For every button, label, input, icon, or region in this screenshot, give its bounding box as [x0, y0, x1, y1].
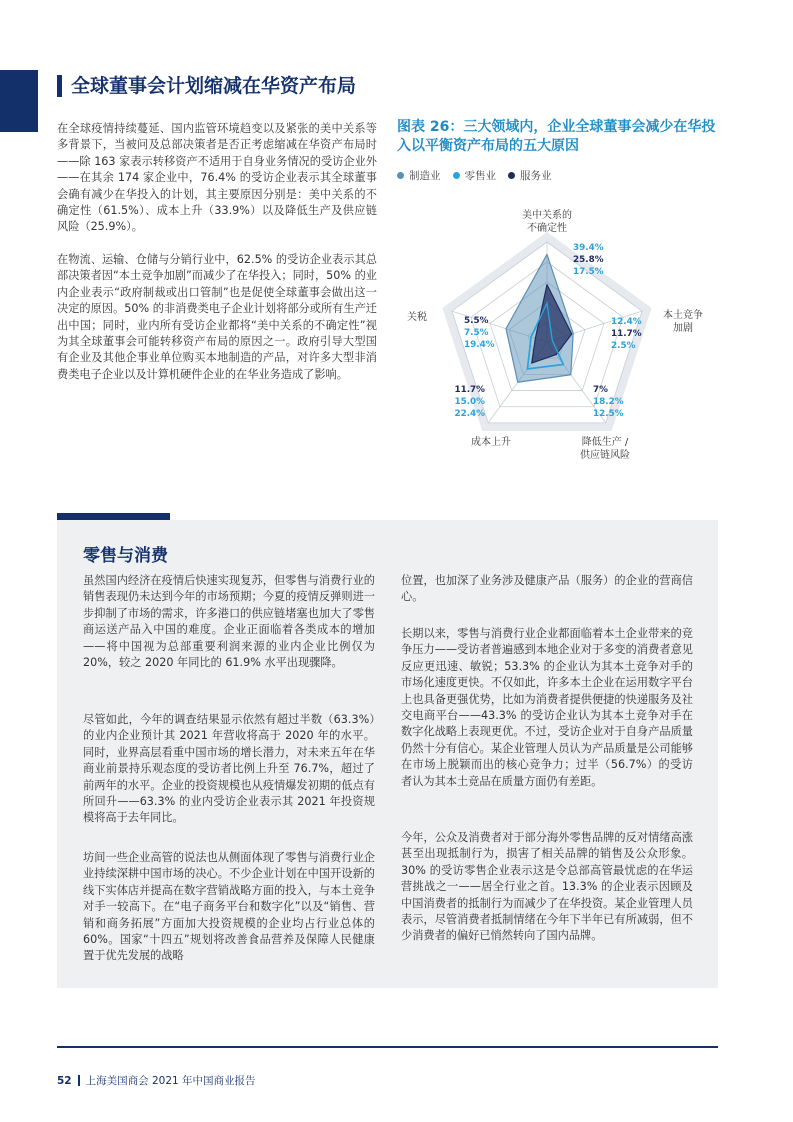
section-title: 全球董事会计划缩减在华资产布局 [71, 75, 357, 97]
title-accent-bar [57, 75, 62, 97]
legend-item-services [508, 168, 552, 183]
legend-label: 制造业 [409, 170, 441, 182]
radar-value-label: 25.8% [573, 255, 604, 265]
intro-paragraph: 在全球疫情持续蔓延、国内监管环境趋变以及紧张的美中关系等多背景下，当被问及总部决策者是否正考虑缩减在华资产布局时——除 163 家表示转移资产不适用于自身业务情况的受访企业外——在其余 174 家企业中，76.4% 的受访企业表示其全球董事会确有减少在华投入的计划，其主要原因分别是：美中关系的不确定性（61.5%）、成本上升（33.9%）以及降低生产及供应链风险（25.9%）。 [57, 122, 377, 234]
retail-right-paragraph-2: 长期以来，零售与消费行业企业都面临着本土企业带来的竞争压力——受访者普遍感到本地企业对于多变的消费者意见反应更迅速、敏锐；53.3% 的企业认为其本土竞争对手的市场化速度更快。不仅如此，许多本土企业在运用数字平台上也具备更强优势，比如为消费者提供便捷的快递服务及社交电商平台——43.3% 的受访企业认为其本土竞争对手在数字化战略上表现更优。不过，受访企业对于自身产品质量仍然十分有信心。某企业管理人员认为产品质量是公司能够在市场上脱颖而出的核心竞争力；过半（56.7%）的受访者认为其本土竞品在质量方面仍有差距。 [401, 627, 693, 788]
page-number: 52 [57, 1074, 72, 1087]
legend-dot-icon [453, 172, 460, 179]
radar-axis-label: 降低生产 / [581, 437, 629, 448]
radar-axis-label: 关税 [407, 312, 427, 323]
retail-left-paragraph-3: 坊间一些企业高管的说法也从侧面体现了零售与消费行业企业持续深耕中国市场的决心。不少企业计划在中国开设新的线下实体店并提高在数字营销战略方面的投入，与本土竞争对手一较高下。在“电子商务平台和数字化”以及“销售、营销和商务拓展”方面加大投资规模的企业均占行业总体的 60%。国家“十四五”规划将改善食品营养及保障人民健康置于优先发展的战略 [83, 851, 375, 963]
legend-dot-icon [397, 172, 404, 179]
page-footer [57, 1073, 256, 1088]
retail-right-paragraph-3: 今年，公众及消费者对于部分海外零售品牌的反对情绪高涨甚至出现抵制行为，损害了相关品牌的销售及公众形象。30% 的受访零售企业表示这是令总部高管最忧虑的在华运营挑战之一——居全行业之首。13.3% 的企业表示因顾及中国消费者的抵制行为而减少了在华投资。某企业管理人员表示，尽管消费者抵制情绪在今年下半年已有所减弱，但不少消费者的偏好已悄然转向了国内品牌。 [401, 831, 693, 943]
radar-value-label: 17.5% [573, 267, 604, 277]
radar-value-label: 12.5% [593, 409, 624, 419]
radar-axis-label: 供应链风险 [580, 450, 630, 461]
radar-value-label: 2.5% [611, 341, 636, 351]
radar-value-label: 7% [593, 385, 608, 395]
radar-value-label: 11.7% [611, 329, 642, 339]
retail-section-bar [57, 513, 170, 520]
legend-label: 零售业 [464, 170, 496, 182]
edge-tab [0, 70, 38, 132]
retail-left-paragraph-1: 虽然国内经济在疫情后快速实现复苏，但零售与消费行业的销售表现仍未达到今年的市场预期；今夏的疫情反弹则进一步抑制了市场的需求，许多港口的供应链堵塞也加大了零售商运送产品入中国的难度。企业正面临着各类成本的增加——将中国视为总部重要利润来源的业内企业比例仅为 20%，较之 2020 年同比的 61.9% 水平出现骤降。 [83, 574, 375, 670]
legend-label: 服务业 [520, 170, 552, 182]
radar-axis-label: 美中关系的 [522, 210, 572, 221]
legend-item-manufacturing [397, 168, 441, 183]
radar-axis-label: 本土竞争 [663, 310, 703, 321]
figure-title: 图表 26：三大领域内，企业全球董事会减少在华投入以平衡资产布局的五大原因 [397, 119, 716, 154]
radar-value-label: 22.4% [454, 409, 485, 419]
retail-left-paragraph-2: 尽管如此，今年的调查结果显示依然有超过半数（63.3%）的业内企业预计其 2021 年营收将高于 2020 年的水平。同时，业界高层看重中国市场的增长潜力，对未来五年在华商业前景持乐观态度的受访者比例上升至 76.7%，超过了前两年的水平。企业的投资规模也从疫情爆发初期的低点有所回升——63.3% 的业内受访企业表示其 2021 年投资规模将高于去年同比。 [83, 713, 375, 825]
retail-right-paragraph-1: 位置，也加深了业务涉及健康产品（服务）的企业的营商信心。 [401, 574, 693, 604]
footer-rule [57, 1046, 718, 1048]
radar-value-label: 11.7% [454, 385, 485, 395]
radar-axis-label: 加剧 [673, 323, 693, 334]
radar-value-label: 15.0% [454, 397, 485, 407]
legend-item-retail [453, 168, 497, 183]
radar-chart [395, 200, 725, 470]
chart-legend [397, 168, 552, 183]
radar-axis-label: 成本上升 [471, 437, 511, 448]
radar-value-label: 5.5% [464, 316, 489, 326]
legend-dot-icon [508, 172, 515, 179]
radar-value-label: 19.4% [464, 340, 495, 350]
radar-value-label: 39.4% [573, 243, 604, 253]
footer-report-title: 上海美国商会 2021 年中国商业报告 [85, 1075, 256, 1087]
radar-value-label: 7.5% [464, 328, 489, 338]
radar-axis-label: 不确定性 [527, 223, 567, 234]
radar-value-label: 12.4% [611, 317, 642, 327]
footer-separator [78, 1075, 80, 1086]
retail-section-title: 零售与消费 [83, 546, 168, 566]
industry-paragraph: 在物流、运输、仓储与分销行业中，62.5% 的受访企业表示其总部决策者因“本土竞争加剧”而减少了在华投入；同时，50% 的业内企业表示“政府制裁或出口管制”也是促使全球董事会做出这一决定的原因。50% 的非消费类电子企业计划将部分或所有生产迁出中国；同时，业内所有受访企业都将“美中关系的不确定性”视为其全球董事会可能转移资产布局的原因之一。政府引导大型国有企业及其他企事业单位购买本地制造的产品，对许多大型非消费类电子企业以及计算机硬件企业的在华业务造成了影响。 [57, 253, 377, 381]
radar-value-label: 18.2% [593, 397, 624, 407]
